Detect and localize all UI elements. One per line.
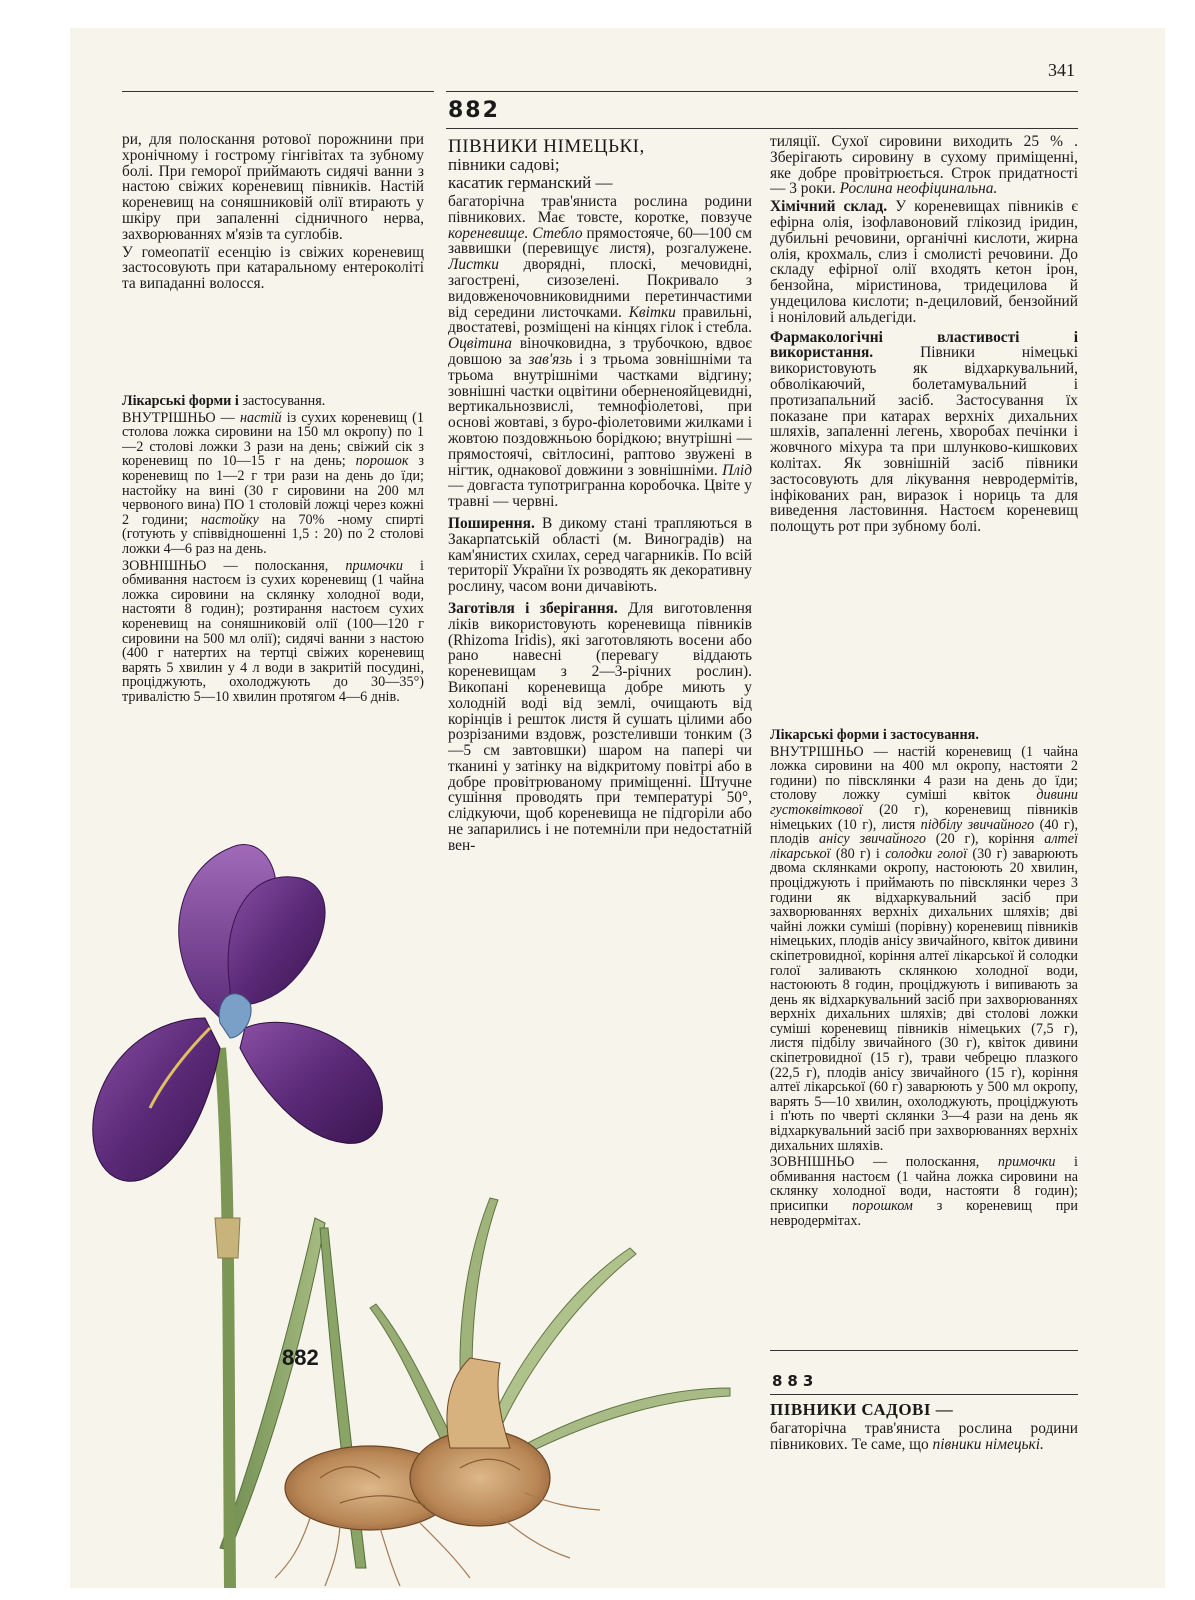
- text: Для виготовлення ліків використовують кореневища півників (Rhizoma Iridis), які заготовляють восени або рано навесні (перевагу віддають кореневищам з 2—3-річних рослин). Викопані кореневища добре миють у холодній воді від землі, очищають від корінців і решток листя й сушать цілими або розрізаними вздовж, розстеливши тонким (3—5 см завтовшки) шаром на папері чи тканині у затінку на відкритому повітрі або в добре провітрюваному приміщенні. Штучне сушіння проводять при температурі 50°, слідкуючи, щоб кореневища не підгоріли або не запарились і не потемніли при недостатній вен-: [448, 599, 752, 854]
- text: застосування.: [238, 394, 326, 409]
- section-chemistry: [770, 199, 1078, 325]
- text: ВНУТРІШНЬО — настій кореневищ (1 чайна ложка сировини на 400 мл окропу, настояти 2 години) по півсклянки 4 рази на день до їди; столову ложку суміші квіток: [770, 743, 1078, 804]
- text: і обмивання настоєм із сухих кореневищ (1 чайна ложка сировини на склянку холодної води, настояти 8 годин); розтирання настоєм сухих кореневищ на соняшниковій олії (100—120 г сировини на 500 мл олії); сидячі ванни з настою (400 г натертих на тертці свіжих кореневищ варять 5 хвилин у 4 л води в закритій посудині, проціджують, охолоджують до 30—35°) тривалістю 5—10 хвилин протягом 4—6 днів.: [122, 557, 424, 705]
- paragraph-outside: [770, 1155, 1078, 1228]
- column-right-forms: [770, 728, 1078, 1340]
- text: з кореневищ при невродермітах.: [770, 1198, 1078, 1229]
- text: багаторічна трав'яниста рослина родини півникових. Має товсте, коротке, повзуче: [448, 193, 752, 226]
- text: з кореневищ по 1—2 г три рази на день до їди; настойку на вині (30 г сировини на 200 мл червоного вина) ПО 1 столовій ложці через кожні 2 години;: [122, 453, 424, 528]
- section-spread: [448, 516, 752, 595]
- rhizome-leaf: [480, 1248, 636, 1452]
- text: ВНУТРІШНЬО —: [122, 409, 240, 426]
- text-italic: Стебло: [532, 224, 583, 242]
- paragraph: У гомеопатії есенцію із свіжих кореневищ застосовують при катаральному ентероколіті та випаданні волосся.: [122, 243, 424, 293]
- section-heading: Заготівля і зберігання.: [448, 599, 618, 617]
- figure-label-882: 882: [282, 1345, 319, 1370]
- text: (30 г) заварюють двома склянками окропу, настоюють 20 хвилин, проціджують і приймають по півсклянки через 3 години як відхаркувальний засіб при захворюваннях верхніх дихальних шляхів; дві чайні ложки суміші (порівну) кореневищ півників німецьких, плодів анісу звичайного, квіток дивини скіпетровидної, коріння алтеї лікарської й солодки голої заливають склянкою холодної води, настоюють 8 годин, проціджують і випивають за день як відхаркувальний засіб при захворюваннях верхніх дихальних шляхів; дві столові ложки суміші кореневищ півників німецьких (7,5 г), листя підбілу звичайного (30 г), квіток дивини скіпетровидної (15 г), трави чебрецю плазкого (22,5 г), плодів анісу звичайного (15 г), коріння алтеї лікарської (60 г) заварюють у 500 мл окропу, варять 5—10 хвилин, охолоджують, проціджують і п'ють по чверті склянки 3—4 рази на день як відхаркувальний засіб при захворюваннях верхніх дихальних шляхів.: [770, 845, 1078, 1154]
- paragraph-outside: [122, 559, 424, 705]
- text: (20 г), коріння: [925, 831, 1045, 848]
- text: і з трьома зовнішніми та трьома внутрішніми частками відгину; зовнішні частки оцвітини оберненояйцевидні, вертикальнозвислі, темнофіолетові, при основі жовтаві, з буро-фіолетовими жилками і жовтою поздовжньою борідкою; внутрішні — прямостоячі, світлосині, раптово звужені в нігтик, однакової довжини з зовнішніми.: [448, 350, 752, 479]
- iris-stem: [220, 1048, 230, 1588]
- text-italic: півники німецькі.: [932, 1435, 1044, 1453]
- text: прямостояче, 60—100 см заввишки (перевищує листя), розгалужене.: [448, 224, 752, 258]
- title-synonym: півники садові;: [448, 155, 560, 174]
- book-page: [70, 28, 1165, 1588]
- iris-rhizome: [275, 1358, 600, 1586]
- column-left-forms: [122, 394, 424, 794]
- section-heading: Лікарські форми і застосування.: [770, 728, 979, 743]
- description: [770, 1421, 1078, 1453]
- text-italic: примочки: [345, 557, 403, 574]
- entry-title: [770, 1402, 1078, 1419]
- text: на 70% -ному спирті (готують у співвідношенні 1,5 : 20) по 2 столові ложки 4—6 раз на день.: [122, 511, 424, 557]
- title-russian: касатик германский —: [448, 173, 613, 192]
- page-number: 341: [1048, 60, 1075, 80]
- rhizome-leaves: [370, 1198, 730, 1464]
- description: [448, 194, 752, 510]
- text: (20 г), кореневищ півників німецьких (10 г), листя: [770, 801, 1078, 833]
- text: У кореневищах півників є ефірна олія, ізофлавоновий глікозид іридин, дубильні речовини, органічні кислоти, жирна олія, крохмаль, слиз і смолисті речовини. До складу ефірної олії входять кетон ірон, бензойна, міристинова, тридецилова й ундецилова кислоти; n-дециловий, бензойний і ноніловий альдегіди.: [770, 198, 1078, 326]
- paragraph: ри, для полоскання ротової порожнини при хронічному і гострому гінгівітах та зубному болі. При геморої приймають сидячі ванни з настою свіжих кореневищ півників. Настій кореневищ на соняшниковій олії втирають у шкіру при запаленні сідничного нерва, захворюваннях м'язів та суглобів.: [122, 132, 424, 243]
- forms-heading: [770, 728, 1078, 743]
- paragraph: [770, 134, 1078, 197]
- text-italic: примочки: [997, 1154, 1056, 1171]
- iris-fall-petal: [240, 1022, 382, 1143]
- text: віночковидна, з трубочкою, вдвоє довшою за: [448, 335, 752, 368]
- header-rule-right: [446, 91, 1078, 92]
- column-left-top: [122, 132, 424, 394]
- text-italic: Квітки: [628, 303, 676, 321]
- text-italic: алтеї лікарської: [770, 831, 1078, 862]
- text: правильні, двостатеві, розміщені на кінцях гілок і стебла.: [448, 303, 752, 337]
- entry-number-882: 882: [448, 98, 500, 123]
- title-main: ПІВНИКИ САДОВІ —: [770, 1402, 954, 1419]
- text-italic: Рослина неофіцинальна.: [839, 180, 998, 198]
- paragraph-inside: [122, 411, 424, 557]
- iris-stem-sheath: [215, 1218, 240, 1258]
- text: — довгаста тупотригранна коробочка. Цвіте у травні — червні.: [448, 477, 752, 511]
- text-italic: Листки: [448, 256, 499, 274]
- entry-number-883: 883: [772, 1372, 819, 1390]
- entry-rule-883-bottom: [770, 1394, 1078, 1395]
- text: дворядні, плоскі, мечовидні, загострені, сизозелені. Покривало з видовженочовниковидними перетинчастими від середини листочками.: [448, 256, 752, 321]
- section-pharmacology: [770, 330, 1078, 535]
- text: багаторічна трав'яниста рослина родини півникових. Те саме, що: [770, 1419, 1078, 1453]
- section-heading: Фармакологічні властивості і використання.: [770, 328, 1078, 362]
- iris-fall-petal: [93, 1018, 220, 1181]
- text-italic: кореневище.: [448, 224, 529, 242]
- text-italic: порошок: [355, 453, 409, 470]
- section-heading: Поширення.: [448, 514, 535, 532]
- text-italic: порошком: [852, 1198, 913, 1214]
- text: тиляції. Сухої сировини виходить 25 % . Зберігають сировину в сухому приміщенні, яке добре провітрюється. Строк придатності — 3 роки.: [770, 134, 1078, 198]
- paragraph-inside: [770, 745, 1078, 1154]
- text: ЗОВНІШНЬО — полоскання,: [122, 557, 346, 574]
- text-italic: настій: [239, 409, 282, 426]
- text: (40 г), плодів: [770, 816, 1078, 848]
- text-italic: настойку: [200, 511, 259, 528]
- text-italic: зав'язь: [528, 350, 573, 368]
- rhizome-leaf: [370, 1304, 460, 1458]
- entry-883-text: [770, 1402, 1078, 1492]
- text: (80 г) і: [830, 845, 886, 862]
- title-main: ПІВНИКИ НІМЕЦЬКІ,: [448, 138, 645, 157]
- text-italic: Плід: [722, 461, 752, 479]
- text-italic: підбілу звичайного: [920, 816, 1035, 833]
- text-italic: анісу звичайного: [819, 831, 926, 848]
- text: Півники німецькі використовують як відхаркувальний, обволікаючий, болетамувальний і протизапальний засіб. Застосування їх показане при катарах верхніх дихальних шляхів, запаленні легень, хворобах печінки і жовчного міхура та при шлунково-кишкових колітах. Як зовнішній засіб півники застосовують для лікування невродермітів, інфікованих ран, виразок і нориць та для виведення ластовиння. Настоєм кореневищ полощуть рот при зубному болі.: [770, 344, 1078, 536]
- forms-heading: [122, 394, 424, 409]
- entry-title: [448, 138, 752, 192]
- text: і обмивання настоєм (1 чайна ложка сировини на склянку холодної води, настояти 8 годин); присипки: [770, 1154, 1078, 1214]
- section-heading: Хімічний склад.: [770, 198, 888, 216]
- text: із сухих кореневищ (1 столова ложка сировини на 150 мл окропу) по 1—2 столові ложки 3 рази на день; свіжий сік з кореневищ по 10—15 г на день;: [122, 409, 424, 470]
- text-italic: солодки голої: [885, 845, 968, 862]
- section-heading: Лікарські форми і: [122, 394, 239, 409]
- entry-rule-883-top: [770, 1350, 1078, 1351]
- entry-rule-882: [446, 128, 1078, 129]
- column-right-top: [770, 134, 1078, 728]
- text: ЗОВНІШНЬО — полоскання,: [770, 1154, 998, 1171]
- iris-illustration: [70, 788, 790, 1588]
- header-rule-left: [122, 91, 434, 92]
- iris-flower: [93, 845, 383, 1182]
- text-italic: дивини густоквіткової: [770, 787, 1078, 818]
- text-italic: Оцвітина: [448, 335, 512, 353]
- text: В дикому стані трапляються в Закарпатській області (м. Виноградів) на кам'янистих схилах, серед чагарників. По всій території України їх розводять як декоративну рослину, часом вони дичавіють.: [448, 514, 752, 596]
